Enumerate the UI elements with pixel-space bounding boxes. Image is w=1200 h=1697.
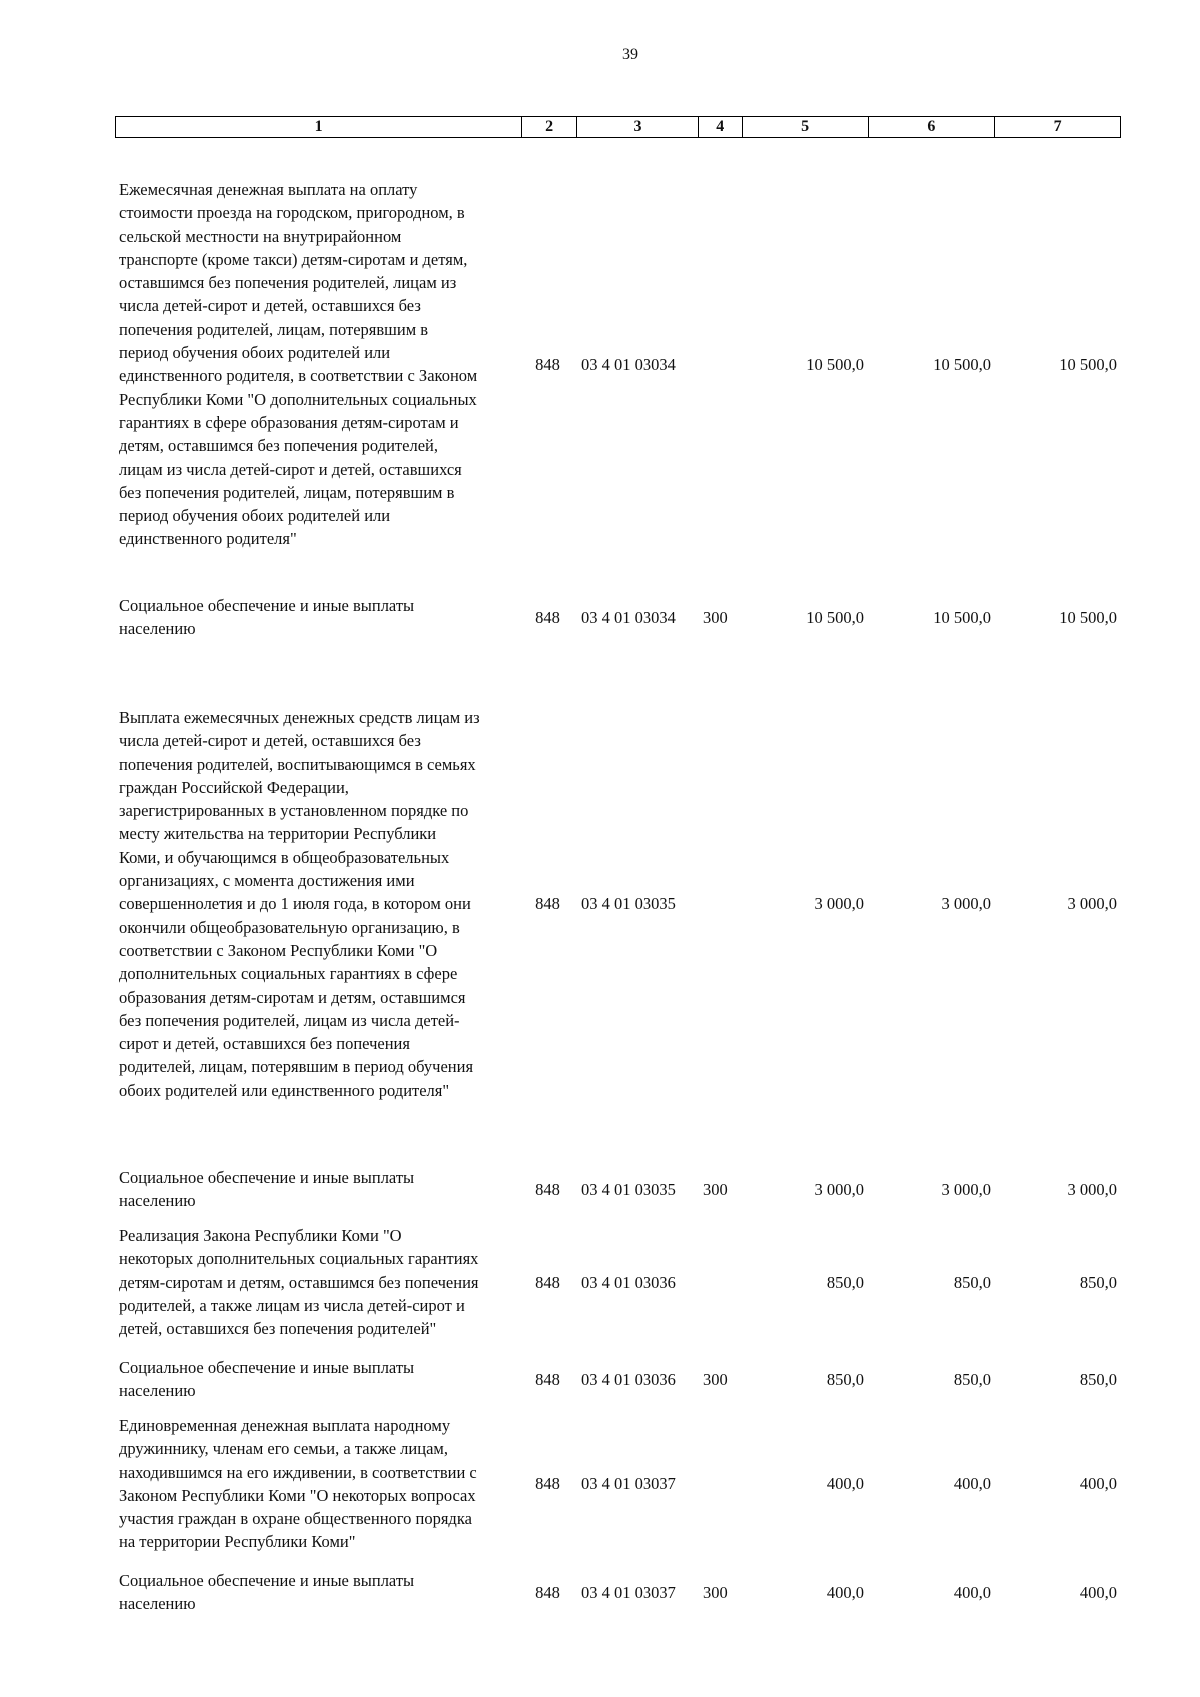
row-col-2: 848 (535, 354, 560, 374)
row-col-3: 03 4 01 03035 (581, 1179, 676, 1199)
row-name: Социальное обеспечение и иные выплаты населению (119, 1571, 415, 1614)
row-col-4: 300 (703, 607, 728, 627)
table-row (115, 1356, 1121, 1403)
table-row (115, 178, 1121, 551)
row-col-5: 10 500,0 (806, 607, 864, 627)
column-header-7: 7 (1053, 118, 1062, 135)
row-col-6: 850,0 (953, 1272, 991, 1292)
row-col-6: 10 500,0 (933, 607, 991, 627)
row-col-5: 3 000,0 (814, 1179, 864, 1199)
row-col-2: 848 (535, 607, 560, 627)
row-col-2: 848 (535, 1272, 560, 1292)
table-row (115, 1414, 1121, 1554)
row-col-5: 400,0 (826, 1582, 864, 1602)
row-col-2: 848 (535, 1474, 560, 1494)
row-col-7: 400,0 (1079, 1474, 1117, 1494)
row-col-7: 850,0 (1079, 1272, 1117, 1292)
table-column-header (115, 116, 1121, 138)
row-col-2: 848 (535, 1582, 560, 1602)
row-col-2: 848 (535, 1179, 560, 1199)
column-header-3: 3 (577, 117, 699, 137)
row-col-4: 300 (703, 1179, 728, 1199)
row-col-5: 850,0 (826, 1369, 864, 1389)
row-col-3: 03 4 01 03037 (581, 1582, 676, 1602)
row-name: Выплата ежемесячных денежных средств лицам из числа детей-сирот и детей, оставшихся без попечения родителей, воспитывающимся в семьях граждан Российской Федерации, зарегистрированных в установленном порядке по месту жительства на территории Республики Коми, и обучающимся в общеобразовательных организациях, с момента достижения ими совершеннолетия и до 1 июля года, в котором они окончили общеобразовательную организацию, в соответствии с Законом Республики Коми "О дополнительных социальных гарантиях в сфере образования детям-сиротам и детям, оставшимся без попечения родителей, лицам из числа детей- сирот и детей, оставшихся без попечения родителей, лицам, потерявшим в период обучения обоих родителей или единственного родителя" (119, 708, 480, 1100)
row-col-4: 300 (703, 1582, 728, 1602)
row-col-6: 10 500,0 (933, 354, 991, 374)
row-name: Единовременная денежная выплата народному дружиннику, членам его семьи, а также лицам, находившимся на его иждивении, в соответствии с Законом Республики Коми "О некоторых вопросах участия граждан в охране общественного порядка на территории Республики Коми" (119, 1416, 477, 1552)
row-col-2: 848 (535, 894, 560, 914)
row-col-3: 03 4 01 03036 (581, 1272, 676, 1292)
table-row (115, 706, 1121, 1102)
row-col-7: 3 000,0 (1067, 1179, 1117, 1199)
row-col-7: 850,0 (1079, 1369, 1117, 1389)
row-col-3: 03 4 01 03035 (581, 894, 676, 914)
row-col-5: 10 500,0 (806, 354, 864, 374)
row-col-3: 03 4 01 03036 (581, 1369, 676, 1389)
row-name: Социальное обеспечение и иные выплаты населению (119, 1168, 415, 1211)
column-header-5: 5 (743, 117, 869, 137)
column-header-6: 6 (869, 117, 996, 137)
table-row (115, 594, 1121, 641)
row-col-7: 10 500,0 (1059, 354, 1117, 374)
row-col-5: 3 000,0 (814, 894, 864, 914)
table-row (115, 1569, 1121, 1616)
row-name: Реализация Закона Республики Коми "О некоторых дополнительных социальных гарантиях детям-сиротам и детям, оставшимся без попечения родителей, а также лицам из числа детей-сирот и детей, оставшихся без попечения родителей" (119, 1226, 479, 1339)
row-col-6: 400,0 (953, 1474, 991, 1494)
row-col-3: 03 4 01 03034 (581, 354, 676, 374)
row-col-6: 3 000,0 (941, 894, 991, 914)
row-col-2: 848 (535, 1369, 560, 1389)
row-name: Социальное обеспечение и иные выплаты населению (119, 1358, 415, 1401)
row-col-7: 10 500,0 (1059, 607, 1117, 627)
row-col-7: 3 000,0 (1067, 894, 1117, 914)
row-col-6: 400,0 (953, 1582, 991, 1602)
row-col-4: 300 (703, 1369, 728, 1389)
row-name: Социальное обеспечение и иные выплаты населению (119, 596, 415, 639)
table-row (115, 1166, 1121, 1213)
row-col-7: 400,0 (1079, 1582, 1117, 1602)
row-col-3: 03 4 01 03034 (581, 607, 676, 627)
table-row (115, 1224, 1121, 1340)
column-header-4: 4 (699, 117, 743, 137)
row-col-6: 850,0 (953, 1369, 991, 1389)
row-col-3: 03 4 01 03037 (581, 1474, 676, 1494)
row-col-6: 3 000,0 (941, 1179, 991, 1199)
column-header-2: 2 (522, 117, 577, 137)
page-number: 39 (622, 46, 638, 63)
row-col-5: 400,0 (826, 1474, 864, 1494)
column-header-1: 1 (116, 117, 522, 137)
row-col-5: 850,0 (826, 1272, 864, 1292)
row-name: Ежемесячная денежная выплата на оплату стоимости проезда на городском, пригородном, в сельской местности на внутрирайонном транспорте (кроме такси) детям-сиротам и детям, оставшимся без попечения родителей, лицам из числа детей-сирот и детей, оставшихся без попечения родителей, лицам, потерявшим в период обучения обоих родителей или единственного родителя, в соответствии с Законом Республики Коми "О дополнительных социальных гарантиях в сфере образования детям-сиротам и детям, оставшимся без попечения родителей, лицам из числа детей-сирот и детей, оставшихся без попечения родителей, лицам, потерявшим в период обучения обоих родителей или единственного родителя" (119, 180, 478, 549)
